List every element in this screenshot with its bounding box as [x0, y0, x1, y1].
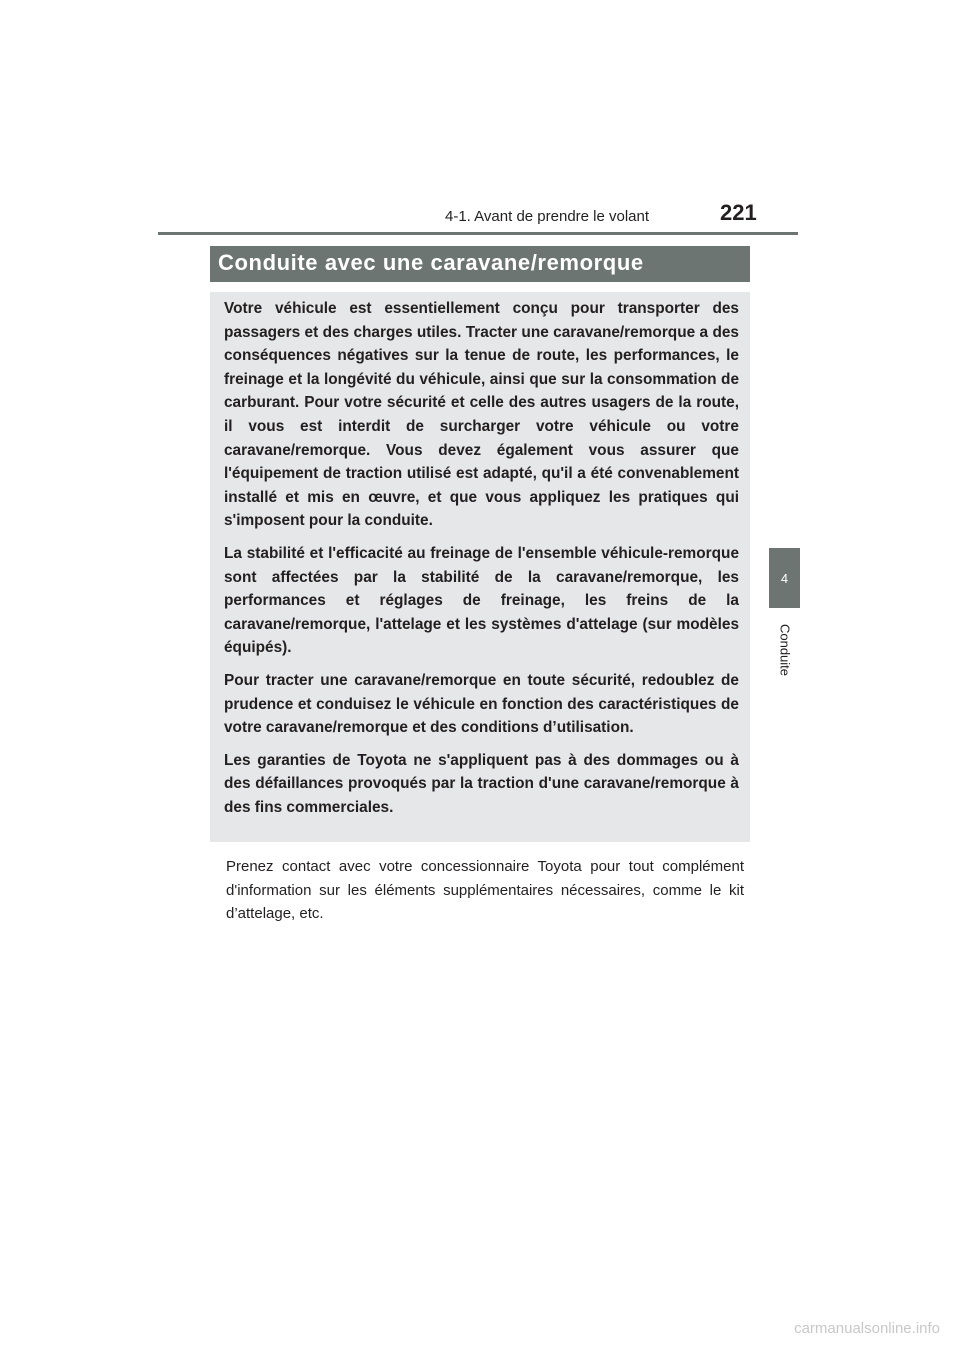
body-paragraph: Prenez contact avec votre concessionnaire Toyota pour tout complément d'information sur les éléments supplémentaires nécessaires, comme le kit d’attelage, etc. — [226, 858, 744, 923]
chapter-tab-number: 4 — [780, 570, 789, 586]
page-number: 221 — [720, 200, 757, 225]
intro-paragraph: Votre véhicule est essentiellement conçu pour transporter des passagers et des charges utiles. Tracter une caravane/remorque a des conséquences négatives sur la tenue de route, les performances, le freinage et la longévité du véhicule, ainsi que sur la consommation de carburant. Pour votre sécurité et celle des autres usagers de la route, il vous est interdit de surcharger votre véhicule ou votre caravane/remorque. Vous devez également vous assurer que l'équipement de traction utilisé est adapté, qu'il a été convenablement installé et mis en œuvre, et que vous appliquez les pratiques qui s'imposent pour la conduite. — [224, 300, 739, 530]
section-heading: 4-1. Avant de prendre le volant — [445, 208, 650, 225]
page-title: Conduite avec une caravane/remorque — [218, 250, 644, 275]
page-header — [0, 200, 960, 232]
intro-paragraph: Pour tracter une caravane/remorque en toute sécurité, redoublez de prudence et conduisez le véhicule en fonction des caractéristiques de votre caravane/remorque et des conditions d’utilisation. — [224, 671, 739, 737]
intro-box — [210, 292, 750, 842]
chapter-tab-label — [770, 615, 800, 685]
chapter-tab-text: Conduite — [777, 623, 793, 677]
header-rule — [158, 232, 798, 235]
watermark: carmanualsonline.info — [794, 1320, 940, 1337]
intro-paragraph: La stabilité et l'efficacité au freinage de l'ensemble véhicule-remorque sont affectées par la stabilité de la caravane/remorque, les performances et réglages de freinage, les freins de la caravane/remorque, l'attelage et les systèmes d'attelage (sur modèles équipés). — [224, 544, 739, 657]
title-bar — [210, 246, 750, 282]
chapter-tab[interactable] — [769, 548, 800, 608]
intro-paragraph: Les garanties de Toyota ne s'appliquent pas à des dommages ou à des défaillances provoqués par la traction d'une caravane/remorque à des fins commerciales. — [224, 751, 739, 816]
